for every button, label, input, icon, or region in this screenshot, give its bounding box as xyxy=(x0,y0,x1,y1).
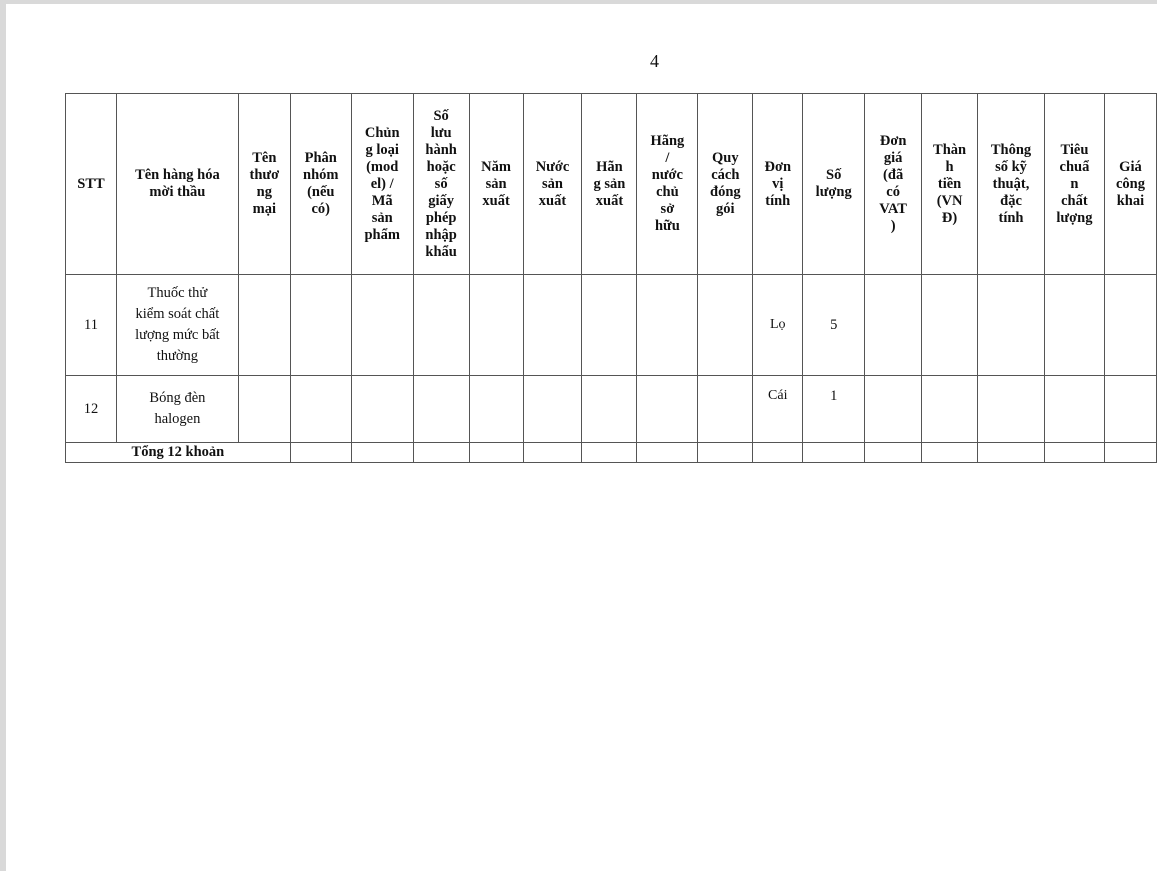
row-quantity: 5 xyxy=(803,275,865,376)
row-cell xyxy=(582,376,637,443)
header-stt: STT xyxy=(66,94,117,275)
row-cell xyxy=(351,443,413,463)
header-amount: Thàn h tiền (VN Đ) xyxy=(922,94,978,275)
header-trade-name: Tên thươ ng mại xyxy=(238,94,290,275)
row-stt: 11 xyxy=(66,275,117,376)
row-cell xyxy=(922,275,978,376)
header-specs: Thông số kỹ thuật, đặc tính xyxy=(978,94,1045,275)
total-label: Tổng 12 khoản xyxy=(66,443,291,463)
row-cell xyxy=(637,275,698,376)
row-cell xyxy=(978,376,1045,443)
row-cell xyxy=(290,275,351,376)
row-cell xyxy=(865,275,922,376)
row-cell xyxy=(698,443,753,463)
row-cell xyxy=(922,376,978,443)
row-cell xyxy=(1044,443,1104,463)
row-cell xyxy=(413,443,469,463)
row-cell xyxy=(803,443,865,463)
row-cell xyxy=(582,443,637,463)
table-header-row xyxy=(66,94,1157,275)
table-row xyxy=(66,275,1157,376)
row-cell xyxy=(469,443,523,463)
row-cell xyxy=(1104,443,1156,463)
row-cell xyxy=(865,376,922,443)
row-cell xyxy=(637,376,698,443)
row-unit: Lọ xyxy=(753,275,803,376)
row-cell xyxy=(523,275,582,376)
row-cell xyxy=(1104,275,1156,376)
document-page xyxy=(6,4,1157,871)
header-quality-standard: Tiêu chuẩ n chất lượng xyxy=(1044,94,1104,275)
row-cell xyxy=(351,376,413,443)
row-cell xyxy=(922,443,978,463)
header-packaging: Quy cách đóng gói xyxy=(698,94,753,275)
header-model: Chủn g loại (mod el) / Mã sản phẩm xyxy=(351,94,413,275)
row-cell xyxy=(413,376,469,443)
row-cell xyxy=(582,275,637,376)
row-cell xyxy=(637,443,698,463)
header-year: Năm sản xuất xyxy=(469,94,523,275)
row-cell xyxy=(978,443,1045,463)
row-cell xyxy=(1044,275,1104,376)
row-item-name: Bóng đèn halogen xyxy=(116,376,238,443)
page-number: 4 xyxy=(650,51,659,71)
row-cell xyxy=(238,376,290,443)
row-cell xyxy=(290,376,351,443)
row-unit: Cái xyxy=(753,376,803,443)
row-item-name: Thuốc thử kiểm soát chất lượng mức bất thường xyxy=(116,275,238,376)
row-cell xyxy=(469,275,523,376)
row-cell xyxy=(978,275,1045,376)
row-cell xyxy=(698,376,753,443)
row-cell xyxy=(469,376,523,443)
row-cell xyxy=(351,275,413,376)
row-cell xyxy=(698,275,753,376)
row-cell xyxy=(413,275,469,376)
header-group: Phân nhóm (nếu có) xyxy=(290,94,351,275)
goods-table xyxy=(65,93,1157,463)
row-stt: 12 xyxy=(66,376,117,443)
row-quantity: 1 xyxy=(803,376,865,443)
row-cell xyxy=(1044,376,1104,443)
header-public-price: Giá công khai xyxy=(1104,94,1156,275)
table-row xyxy=(66,376,1157,443)
header-country: Nước sản xuất xyxy=(523,94,582,275)
row-cell xyxy=(523,376,582,443)
header-manufacturer: Hãn g sản xuất xyxy=(582,94,637,275)
header-unit: Đơn vị tính xyxy=(753,94,803,275)
header-quantity: Số lượng xyxy=(803,94,865,275)
row-cell xyxy=(1104,376,1156,443)
header-item-name: Tên hàng hóa mời thầu xyxy=(116,94,238,275)
row-cell xyxy=(753,443,803,463)
header-unit-price: Đơn giá (đã có VAT ) xyxy=(865,94,922,275)
row-cell xyxy=(290,443,351,463)
row-cell xyxy=(865,443,922,463)
row-cell xyxy=(523,443,582,463)
total-row xyxy=(66,443,1157,463)
header-owner: Hãng / nước chủ sở hữu xyxy=(637,94,698,275)
row-cell xyxy=(238,275,290,376)
header-license-number: Số lưu hành hoặc số giấy phép nhập khẩu xyxy=(413,94,469,275)
